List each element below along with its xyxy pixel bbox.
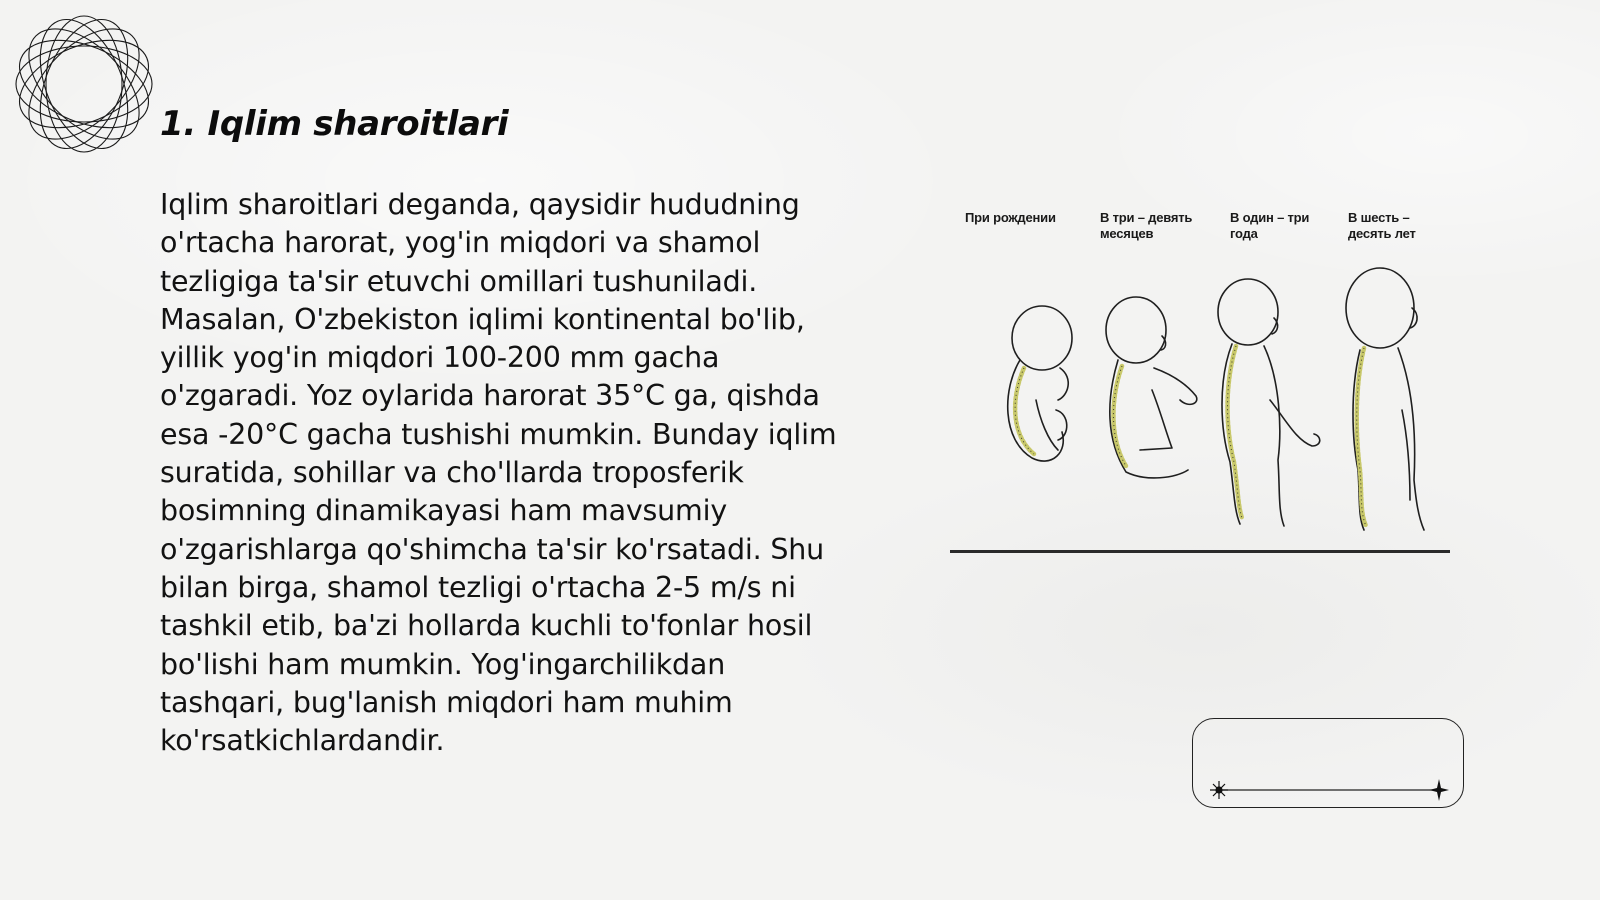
slider-track-drawing	[1193, 719, 1465, 809]
spine-highlights	[1015, 346, 1366, 526]
toddler-figure	[1218, 279, 1320, 526]
star-icon	[1429, 779, 1449, 801]
spine-figures-drawing	[940, 200, 1460, 560]
stage-label-6-10-years: В шесть – десять лет	[1348, 210, 1416, 241]
spine-development-figure	[940, 200, 1460, 560]
figure-baseline-divider	[950, 550, 1450, 553]
decorative-slider-box	[1192, 718, 1464, 808]
stage-label-1-3-years: В один – три года	[1230, 210, 1310, 241]
spirograph-ornament-icon	[10, 10, 158, 158]
slide-body-text: Iqlim sharoitlari deganda, qaysidir hududning o'rtacha harorat, yog'in miqdori va shamol tezligiga ta'sir etuvchi omillari tushuniladi. Masalan, O'zbekiston iqlimi kontinental bo'lib, yillik yog'in miqdori 100-200 mm gacha o'zgaradi. Yoz oylarida harorat 35°C ga, qishda esa -20°C gacha tushishi mumkin. Bunday iqlim suratida, sohillar va cho'llarda troposferik bosimning dinamikayasi ham mavsumiy o'zgarishlarga qo'shimcha ta'sir ko'rsatadi. Shu bilan birga, shamol tezligi o'rtacha 2-5 m/s ni tashkil etib, ba'zi hollarda kuchli to'fonlar hosil bo'lishi ham mumkin. Yog'ingarchilikdan tashqari, bug'lanish miqdori ham muhim ko'rsatkichlardandir.	[160, 188, 837, 758]
stage-label-birth: При рождении	[965, 210, 1056, 225]
stage-label-3-9-months: В три – девять месяцев	[1100, 210, 1193, 241]
slide-title: 1. Iqlim sharoitlari	[160, 104, 509, 144]
spine-vertebrae	[1015, 346, 1366, 526]
sparkle-icon	[1210, 781, 1228, 799]
